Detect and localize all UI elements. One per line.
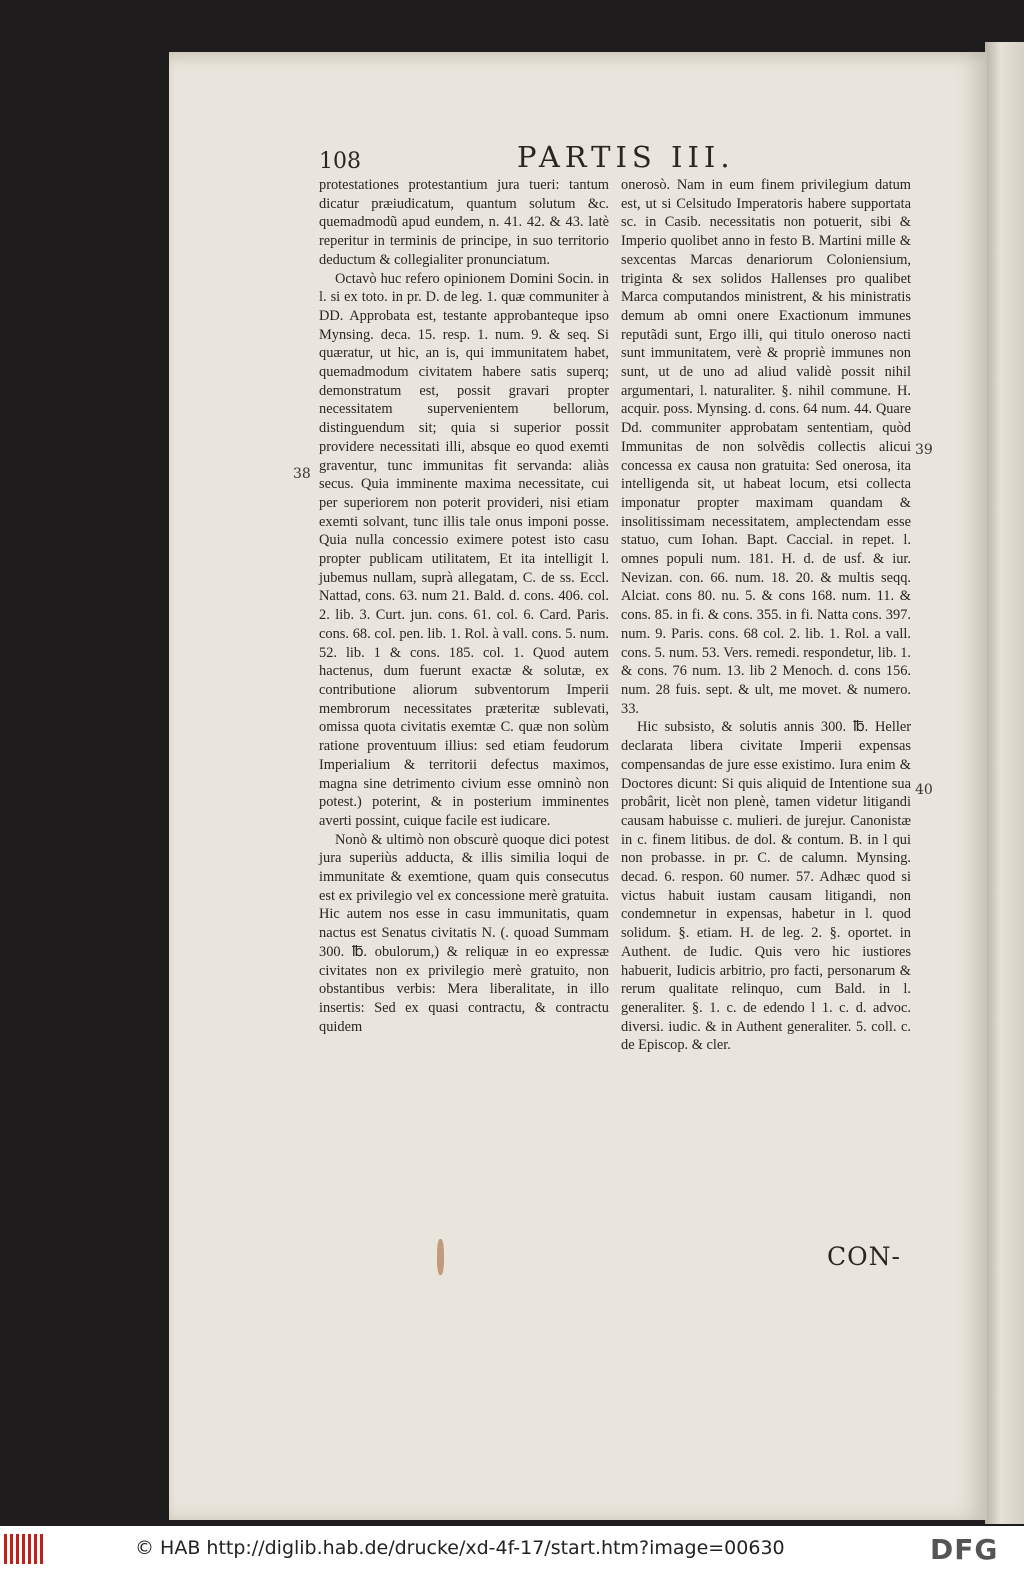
next-page-edge (985, 42, 1024, 1524)
margin-number-38: 38 (293, 466, 311, 482)
margin-number-39: 39 (915, 442, 933, 458)
running-head: PARTIS III. (517, 140, 735, 174)
left-paragraph-1: protestationes protestantium jura tueri: tantum dicatur præiudicatum, quantum solutum &c. quemadmodũ apud eundem, n. 41. 42. & 43. latè reperitur in terminis de principe, in suo territorio deductum & collegialiter pronunciatum. (319, 177, 609, 268)
paper-stain (437, 1239, 444, 1275)
right-paragraph-2: Hic subsisto, & solutis annis 300. ℔. Heller declarata libera civitate Imperii expensas compensandas de jure esse existimo. Iura enim & Doctores dicunt: Si quis aliquid de Intentione sua probârit, licèt non plenè, tamen videtur litigandi causam habuisse c. mulieri. de jurejur. Canonistæ in c. finem litibus. de dol. & contum. B. in l qui non probasse. in pr. C. de calumn. Mynsing. decad. 6. respon. 60 numer. 57. Adhæc quod si victus habuit iustam causam litigandi, non condemnetur in expensas, habetur in l. quod solidum. §. etiam. H. de leg. 2. §. oportet. in Authent. de Iudic. Quis vero hic iustiores habuerit, Iudicis arbitrio, pro facti, personarum & rerum qualitate relinquo, cum Bald. in l. generaliter. §. 1. c. de edendo l 1. c. d. advoc. diversi. iudic. & in Authent generaliter. 5. coll. c. de Episcop. & cler. (621, 719, 911, 1054)
left-paragraph-3: Nonò & ultimò non obscurè quoque dici potest jura superiùs adducta, & illis similia loqui de immunitate & exemtione, quam quis consecutus est ex privilegio vel ex concessione merè gratuita. Hic autem nos esse in casu immunitatis, quam nactus est Senatus civitatis N. (. quoad Summam 300. ℔. obulorum,) & reliquæ in eo expressæ civitates non ex privilegio merè gratuito, non obstantibus verbis: Mera liberalitate, in illo insertis: Sed ex quasi contractu, & contractu quidem (319, 831, 609, 1035)
margin-number-40: 40 (915, 782, 933, 798)
dfg-logo: DFG (930, 1533, 999, 1566)
catchword: CON- (827, 1242, 901, 1271)
book-page (169, 52, 987, 1520)
right-column (621, 176, 911, 1055)
right-paragraph-1: onerosò. Nam in eum finem privilegium datum est, ut si Celsitudo Imperatoris habere supportata sc. in Casib. necessitatis non potuerit, sibi & Imperio quolibet anno in festo B. Martini mille & sexcentas Marcas denariorum Coloniensium, triginta & sex solidos Hallenses pro qualibet Marca computandos ministrent, & his ministratis demum ab omni onere Exactionum immunes reputãdi sunt, Ergo illi, qui titulo oneroso nacti sunt immunitatem, verè & propriè immunes non sunt, ut de uno ad aliud validè possit nihil argumentari, l. naturaliter. §. nihil commune. H. acquir. poss. Mynsing. d. cons. 64 num. 44. Quare Dd. communiter approbatam sententiam, quòd Immunitas de non solvẽdis collectis alicui concessa ex causa non gratuita: Sed onerosa, ita intelligenda sit, ut habeat locum, etsi collecta imponatur propter maximam quandam & insolitissimam necessitatem, amplectendam esse statuo, cum Iohan. Bapt. Caccial. in repet. l. omnes populi num. 181. H. d. de usf. & iur. Nevizan. con. 66. num. 18. 20. & multis seqq. Alciat. cons 80. nu. 5. & cons 168. num. 11. & cons. 85. in fi. & cons. 355. in fi. Natta cons. 397. num. 9. Paris. cons. 68 col. 2. lib. 1. Rol. a vall. cons. 5. num. 53. Vers. remedi. respondetur, lib. 1. & cons. 76 num. 13. lib 2 Menoch. d. cons 156. num. 28 fuis. sept. & ult, me movet. & numero. 33. (621, 177, 911, 717)
viewer-footer (0, 1526, 1024, 1572)
left-paragraph-2: Octavò huc refero opinionem Domini Socin. in l. si ex toto. in pr. D. de leg. 1. quæ communiter à DD. Approbata est, testante approbanteque ipso Mynsing. deca. 15. resp. 1. num. 9. & seq. Si quæratur, ut hic, an is, qui immunitatem habet, quemadmodum civitatem habere satis superq; demonstratum est, possit gravari propter necessitatem supervenientem bellorum, distinguendum sit; quia si superior possit providere necessitati illi, absque eo quod exemti graventur, tunc immunitas fit servanda: aliàs secus. Quia imminente maxima necessitate, cui per superiorem non poterit provideri, nisi etiam exemti solvant, tunc illis tale onus imponi posse. Quia nulla concessio eximere potest isto casu propter publicam utilitatem, Et ita intelligit l. jubemus nullam, suprà allegatam, C. de ss. Eccl. Nattad, cons. 63. num 21. Bald. d. cons. 406. col. 2. lib. 3. Curt. jun. cons. 61. col. 6. Card. Paris. cons. 68. col. pen. lib. 1. Rol. à vall. cons. 5. num. 52. lib. 1 & cons. 185. col. 1. Quod autem hactenus, dum fuerunt exactæ & solutæ, ex contributione aliorum subventorum Imperii membrorum necessitates præteritæ sublevati, omissa quota civitatis exemtæ C. quæ non solùm ratione proventuum illius: sed etiam feudorum Imperialium & territorii defectus maximos, magna sine detrimento civium esse omninò non potest.) poterint, & in posterium imminentes averti possint, cuique facile est iudicare. (319, 270, 609, 829)
page-number: 108 (319, 149, 361, 174)
hab-logo-icon (4, 1534, 46, 1564)
left-column (319, 176, 609, 1036)
copyright-link[interactable]: © HAB http://diglib.hab.de/drucke/xd-4f-17/start.htm?image=00630 (135, 1537, 785, 1559)
